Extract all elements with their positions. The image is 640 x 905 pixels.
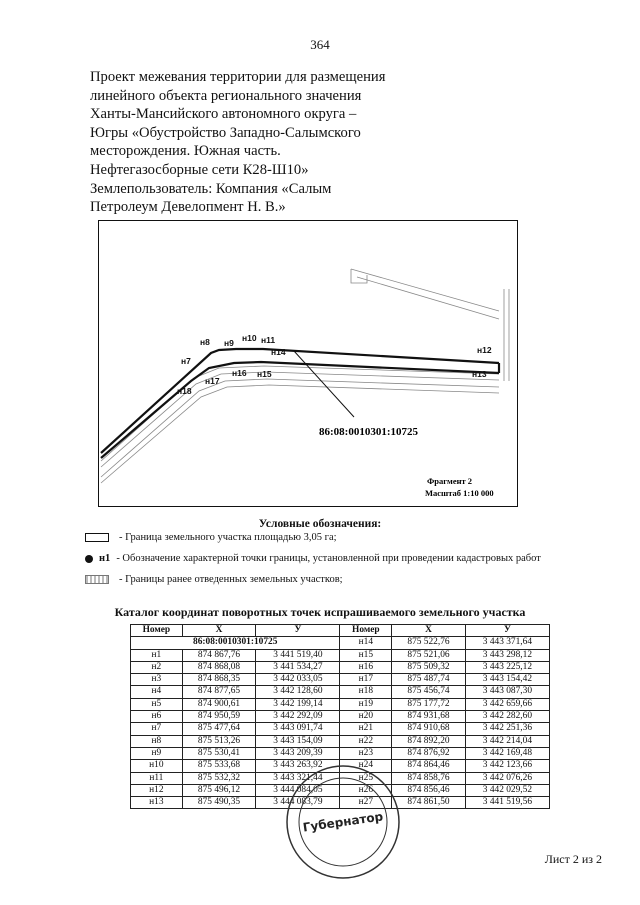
- document-heading: [90, 68, 420, 217]
- table-cell: н1: [131, 649, 183, 661]
- table-cell: 3 443 154,42: [465, 674, 549, 686]
- prior-swatch: [85, 575, 109, 584]
- table-cell: 3 442 169,48: [465, 747, 549, 759]
- table-cell: 874 876,92: [392, 747, 466, 759]
- table-cell: 3 443 154,09: [256, 735, 340, 747]
- boundary-map: [98, 220, 518, 507]
- col-x: X: [182, 625, 256, 637]
- table-cell: 3 442 282,60: [465, 711, 549, 723]
- point-label-n14: н14: [271, 347, 286, 357]
- table-cell: н18: [340, 686, 392, 698]
- table-cell: н5: [131, 698, 183, 710]
- table-cell: 875 456,74: [392, 686, 466, 698]
- table-cell: 874 868,35: [182, 674, 256, 686]
- point-label-n11: н11: [261, 335, 276, 345]
- table-cell: н26: [340, 784, 392, 796]
- table-cell: 875 533,68: [182, 760, 256, 772]
- table-cell: 3 442 199,14: [256, 698, 340, 710]
- table-cell: н10: [131, 760, 183, 772]
- table-cell: н11: [131, 772, 183, 784]
- table-cell: 874 864,46: [392, 760, 466, 772]
- table-cell: н24: [340, 760, 392, 772]
- table-cell: 875 522,76: [392, 637, 466, 649]
- table-cell: н8: [131, 735, 183, 747]
- heading-line: Ханты-Мансийского автономного округа –: [90, 106, 357, 123]
- table-cell: 3 442 659,66: [465, 698, 549, 710]
- table-cell: 874 931,68: [392, 711, 466, 723]
- point-label-n18: н18: [177, 386, 192, 396]
- boundary-swatch: [85, 533, 109, 542]
- table-cell: 3 441 519,56: [465, 797, 549, 809]
- cadastral-cell: 86:08:0010301:10725: [131, 637, 340, 649]
- table-row: [131, 698, 550, 710]
- table-cell: 875 513,26: [182, 735, 256, 747]
- table-cell: н3: [131, 674, 183, 686]
- legend-boundary: [85, 532, 630, 543]
- table-cell: 3 441 519,40: [256, 649, 340, 661]
- table-cell: 875 477,64: [182, 723, 256, 735]
- table-cell: н20: [340, 711, 392, 723]
- table-cell: 3 441 534,27: [256, 661, 340, 673]
- table-row: [131, 723, 550, 735]
- table-cell: н22: [340, 735, 392, 747]
- table-cell: н12: [131, 784, 183, 796]
- scale-label: Масштаб 1:10 000: [425, 488, 494, 498]
- table-header-row: [131, 625, 550, 637]
- table-cell: 875 521,06: [392, 649, 466, 661]
- table-cell: 3 442 123,66: [465, 760, 549, 772]
- fragment-label: Фрагмент 2: [427, 476, 473, 486]
- point-label-n15: н15: [257, 369, 272, 379]
- point-label-n13: н13: [472, 369, 487, 379]
- legend-title: Условные обозначения:: [258, 518, 382, 530]
- table-cell: 3 442 076,26: [465, 772, 549, 784]
- table-cell: 874 910,68: [392, 723, 466, 735]
- point-label-n8: н8: [200, 337, 210, 347]
- table-cell: н15: [340, 649, 392, 661]
- table-cell: 874 861,50: [392, 797, 466, 809]
- parcel-boundary: [101, 349, 499, 458]
- table-row: [131, 686, 550, 698]
- point-marker-icon: [85, 555, 93, 563]
- point-label-n9: н9: [224, 338, 234, 348]
- stamp-text: Губернатор: [302, 809, 384, 835]
- heading-line: линейного объекта регионального значения: [90, 87, 362, 104]
- catalog-title: Каталог координат поворотных точек испрашиваемого земельного участка: [114, 605, 526, 619]
- table-row: [131, 674, 550, 686]
- legend-point-code: н1: [99, 553, 111, 564]
- point-label-n7: н7: [181, 356, 191, 366]
- table-cell: н25: [340, 772, 392, 784]
- prior-boundaries: [101, 269, 509, 483]
- heading-line: Проект межевания территории для размещения: [90, 69, 386, 85]
- table-cell: 874 877,65: [182, 686, 256, 698]
- table-row: [131, 747, 550, 759]
- table-row: [131, 661, 550, 673]
- col-number: Номер: [340, 625, 392, 637]
- legend-point-text: - Обозначение характерной точки границы, установленной при проведении кадастровых работ: [116, 553, 541, 564]
- seal-stamp: [283, 762, 403, 882]
- table-row: [131, 735, 550, 747]
- table-cell: 3 443 371,64: [465, 637, 549, 649]
- point-label-n12: н12: [477, 345, 492, 355]
- table-cell: 874 868,08: [182, 661, 256, 673]
- table-cell: н4: [131, 686, 183, 698]
- table-cell: н7: [131, 723, 183, 735]
- heading-line: Петролеум Девелопмент Н. В.»: [90, 199, 286, 216]
- page-number: 364: [310, 37, 330, 52]
- col-number: Номер: [131, 625, 183, 637]
- table-cell: 3 443 298,12: [465, 649, 549, 661]
- table-cell: н2: [131, 661, 183, 673]
- table-cell: 875 490,35: [182, 797, 256, 809]
- table-cell: н9: [131, 747, 183, 759]
- table-cell: 3 443 321,44: [256, 772, 340, 784]
- table-cell: 3 442 029,52: [465, 784, 549, 796]
- table-row: [131, 711, 550, 723]
- col-x: X: [392, 625, 466, 637]
- table-cell: 3 442 033,05: [256, 674, 340, 686]
- point-label-n17: н17: [205, 376, 220, 386]
- table-cell: 875 487,74: [392, 674, 466, 686]
- table-cell: н13: [131, 797, 183, 809]
- table-cell: н23: [340, 747, 392, 759]
- table-cell: н21: [340, 723, 392, 735]
- table-cell: 3 443 087,30: [465, 686, 549, 698]
- table-cell: 3 442 214,04: [465, 735, 549, 747]
- legend-prior-text: - Границы ранее отведенных земельных участков;: [119, 574, 343, 585]
- table-cell: 3 444 084,05: [256, 784, 340, 796]
- table-cell: н19: [340, 698, 392, 710]
- table-cell: 3 443 209,39: [256, 747, 340, 759]
- table-cell: 874 856,46: [392, 784, 466, 796]
- table-cell: 874 858,76: [392, 772, 466, 784]
- table-cell: 874 950,59: [182, 711, 256, 723]
- table-cell: н14: [340, 637, 392, 649]
- table-cell: 3 443 225,12: [465, 661, 549, 673]
- table-cell: 3 442 128,60: [256, 686, 340, 698]
- table-cell: 874 900,61: [182, 698, 256, 710]
- table-cell: 874 867,76: [182, 649, 256, 661]
- table-cell: н17: [340, 674, 392, 686]
- table-cell: 3 443 263,92: [256, 760, 340, 772]
- col-y: У: [465, 625, 549, 637]
- table-cell: н16: [340, 661, 392, 673]
- legend-boundary-text: - Граница земельного участка площадью 3,05 га;: [119, 532, 337, 543]
- cadastral-number-label: 86:08:0010301:10725: [319, 426, 418, 438]
- table-cell: 875 496,12: [182, 784, 256, 796]
- table-row: [131, 637, 550, 649]
- table-cell: 3 442 292,09: [256, 711, 340, 723]
- table-cell: 875 530,41: [182, 747, 256, 759]
- heading-line: Нефтегазосборные сети К28-Ш10»: [90, 161, 309, 178]
- table-cell: н27: [340, 797, 392, 809]
- legend-point: [85, 553, 630, 564]
- table-cell: 3 442 251,36: [465, 723, 549, 735]
- heading-line: Югры «Обустройство Западно-Салымского: [90, 124, 361, 141]
- table-cell: 875 532,32: [182, 772, 256, 784]
- heading-line: Землепользователь: Компания «Салым: [90, 180, 332, 197]
- table-cell: 874 892,20: [392, 735, 466, 747]
- cadastral-leader-line: [294, 351, 354, 417]
- sheet-label: Лист 2 из 2: [544, 852, 602, 866]
- table-row: [131, 649, 550, 661]
- heading-line: месторождения. Южная часть.: [90, 143, 281, 160]
- point-label-n16: н16: [232, 368, 247, 378]
- point-label-n10: н10: [242, 333, 257, 343]
- table-cell: н6: [131, 711, 183, 723]
- table-cell: 875 177,72: [392, 698, 466, 710]
- table-cell: 875 509,32: [392, 661, 466, 673]
- table-cell: 3 443 091,74: [256, 723, 340, 735]
- col-y: У: [256, 625, 340, 637]
- legend-prior: [85, 574, 630, 585]
- table-cell: 3 444 083,79: [256, 797, 340, 809]
